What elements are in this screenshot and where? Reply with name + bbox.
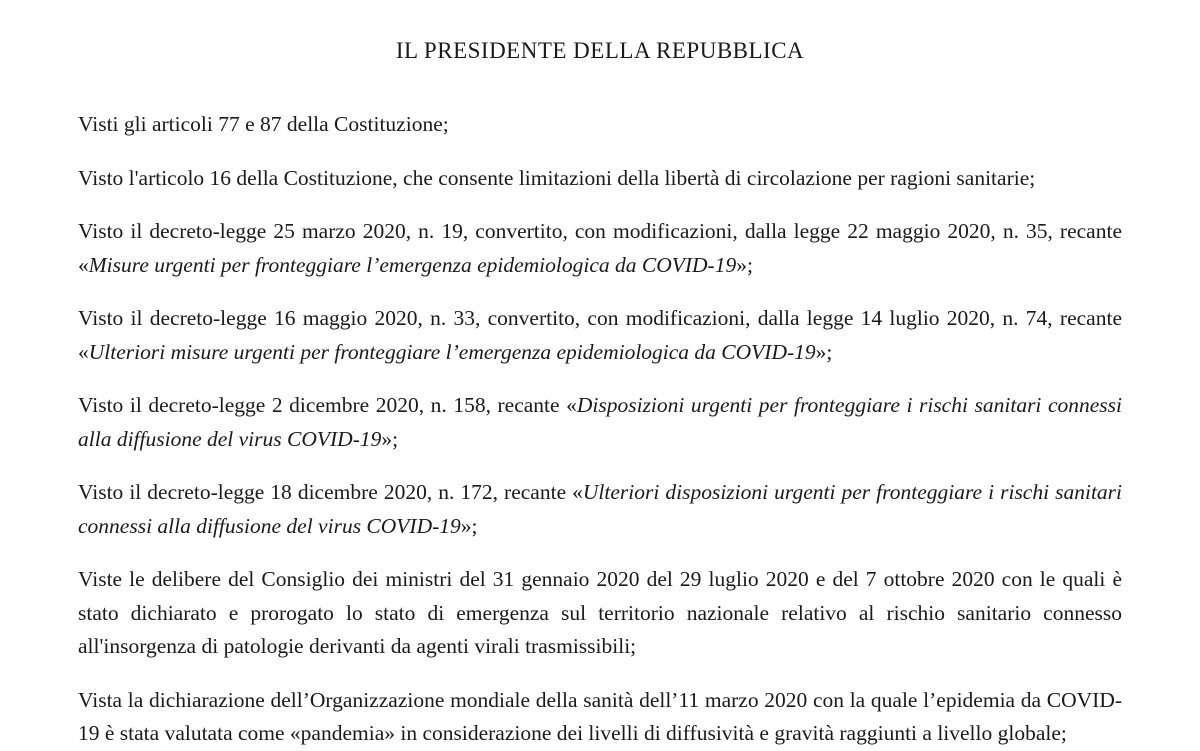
quoted-title-text: Disposizioni urgenti per fronteggiare i rischi sanitari connessi alla diffusione del virus COVID-19 [78,393,1122,451]
paragraph-text: Visto il decreto-legge 2 dicembre 2020, n. 158, recante « [78,393,577,417]
paragraph-delibere-consiglio-ministri [78,563,1122,664]
paragraph-text: Visto il decreto-legge 18 dicembre 2020, n. 172, recante « [78,480,583,504]
paragraph-text: Viste le delibere del Consiglio dei ministri del 31 gennaio 2020 del 29 luglio 2020 e del 7 ottobre 2020 con le quali è stato dichiarato e prorogato lo stato di emergenza sul territorio nazionale relativo al rischio sanitario connesso all'insorgenza di patologie derivanti da agenti virali trasmissibili; [78,567,1122,658]
paragraph-dichiarazione-oms [78,684,1122,751]
paragraph-text: Vista la dichiarazione dell’Organizzazione mondiale della sanità dell’11 marzo 2020 con la quale l’epidemia da COVID-19 è stata valutata come «pandemia» in considerazione dei livelli di diffusività e gravità raggiunti a livello globale; [78,687,1122,745]
paragraph-visti-articoli-77-87 [78,108,1122,142]
paragraph-visto-articolo-16 [78,162,1122,196]
quoted-title-text: Ulteriori misure urgenti per fronteggiare l’emergenza epidemiologica da COVID-19 [88,339,816,364]
paragraph-text: Visto il decreto-legge 25 marzo 2020, n. 19, convertito, con modificazioni, dalla legge 22 maggio 2020, n. 35, recante « [78,219,1122,277]
paragraph-text: »; [736,252,753,277]
paragraph-text: »; [381,426,399,451]
paragraph-dl-18-dicembre-2020-n172 [78,476,1122,543]
paragraph-dl-25-marzo-2020-n19 [78,215,1122,282]
paragraph-dl-2-dicembre-2020-n158 [78,389,1122,456]
quoted-title-text: Ulteriori disposizioni urgenti per fronteggiare i rischi sanitari connessi alla diffusione del virus COVID-19 [78,480,1123,538]
paragraph-dl-16-maggio-2020-n33 [78,302,1122,369]
paragraph-text: Visti gli articoli 77 e 87 della Costituzione; [78,112,449,136]
quoted-title-text: Misure urgenti per fronteggiare l’emergenza epidemiologica da COVID-19 [88,252,737,277]
paragraph-text: »; [460,513,478,538]
paragraph-text: »; [815,339,833,364]
paragraph-text: Visto il decreto-legge 16 maggio 2020, n. 33, convertito, con modificazioni, dalla legge 14 luglio 2020, n. 74, recante « [78,306,1122,364]
paragraph-text: Visto l'articolo 16 della Costituzione, che consente limitazioni della libertà di circolazione per ragioni sanitarie; [78,165,1036,190]
document-body [0,108,1200,751]
page-title: IL PRESIDENTE DELLA REPUBBLICA [395,38,805,63]
